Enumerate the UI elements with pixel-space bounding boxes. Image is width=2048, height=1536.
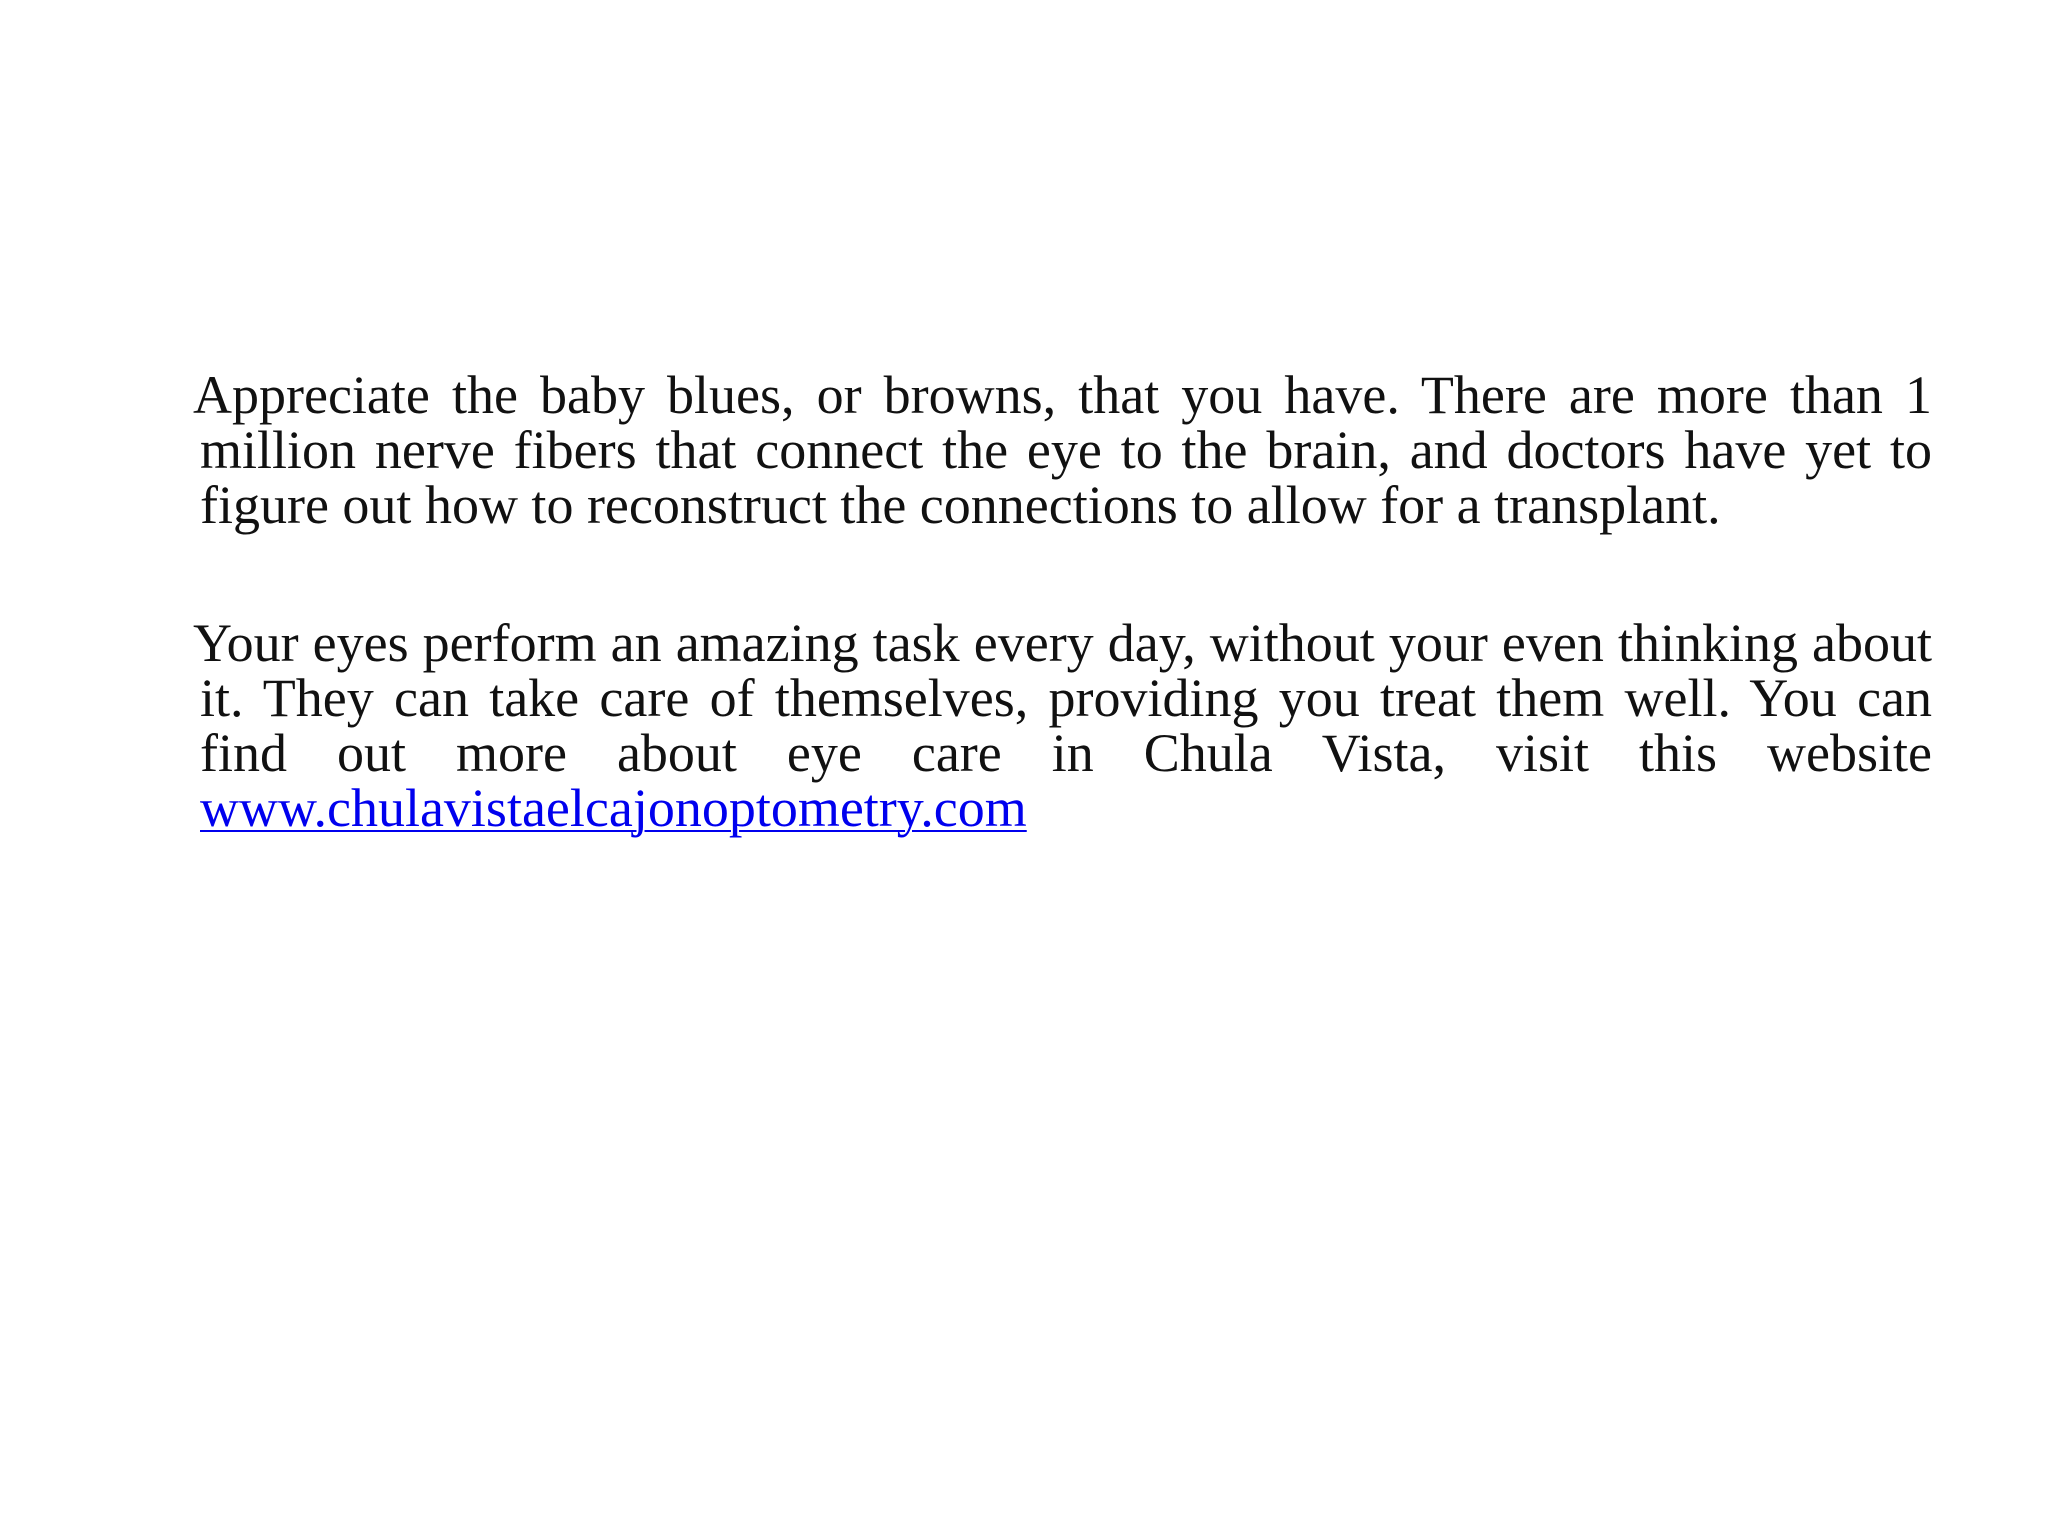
paragraph-eye-care [193, 613, 1932, 838]
website-link[interactable]: www.chulavistaelcajonoptometry.com [200, 778, 1027, 838]
paragraph-eye-facts: Appreciate the baby blues, or browns, that you have. There are more than 1 million nerve fibers that connect the eye to the brain, and doctors have yet to figure out how to reconstruct the connections to allow for a transplant. [193, 365, 1932, 535]
paragraph-eye-care-text: Your eyes perform an amazing task every day, without your even thinking about it. They can take care of themselves, providing you treat them well. You can find out more about eye care in Chula Vista, visit this website [193, 613, 1932, 783]
